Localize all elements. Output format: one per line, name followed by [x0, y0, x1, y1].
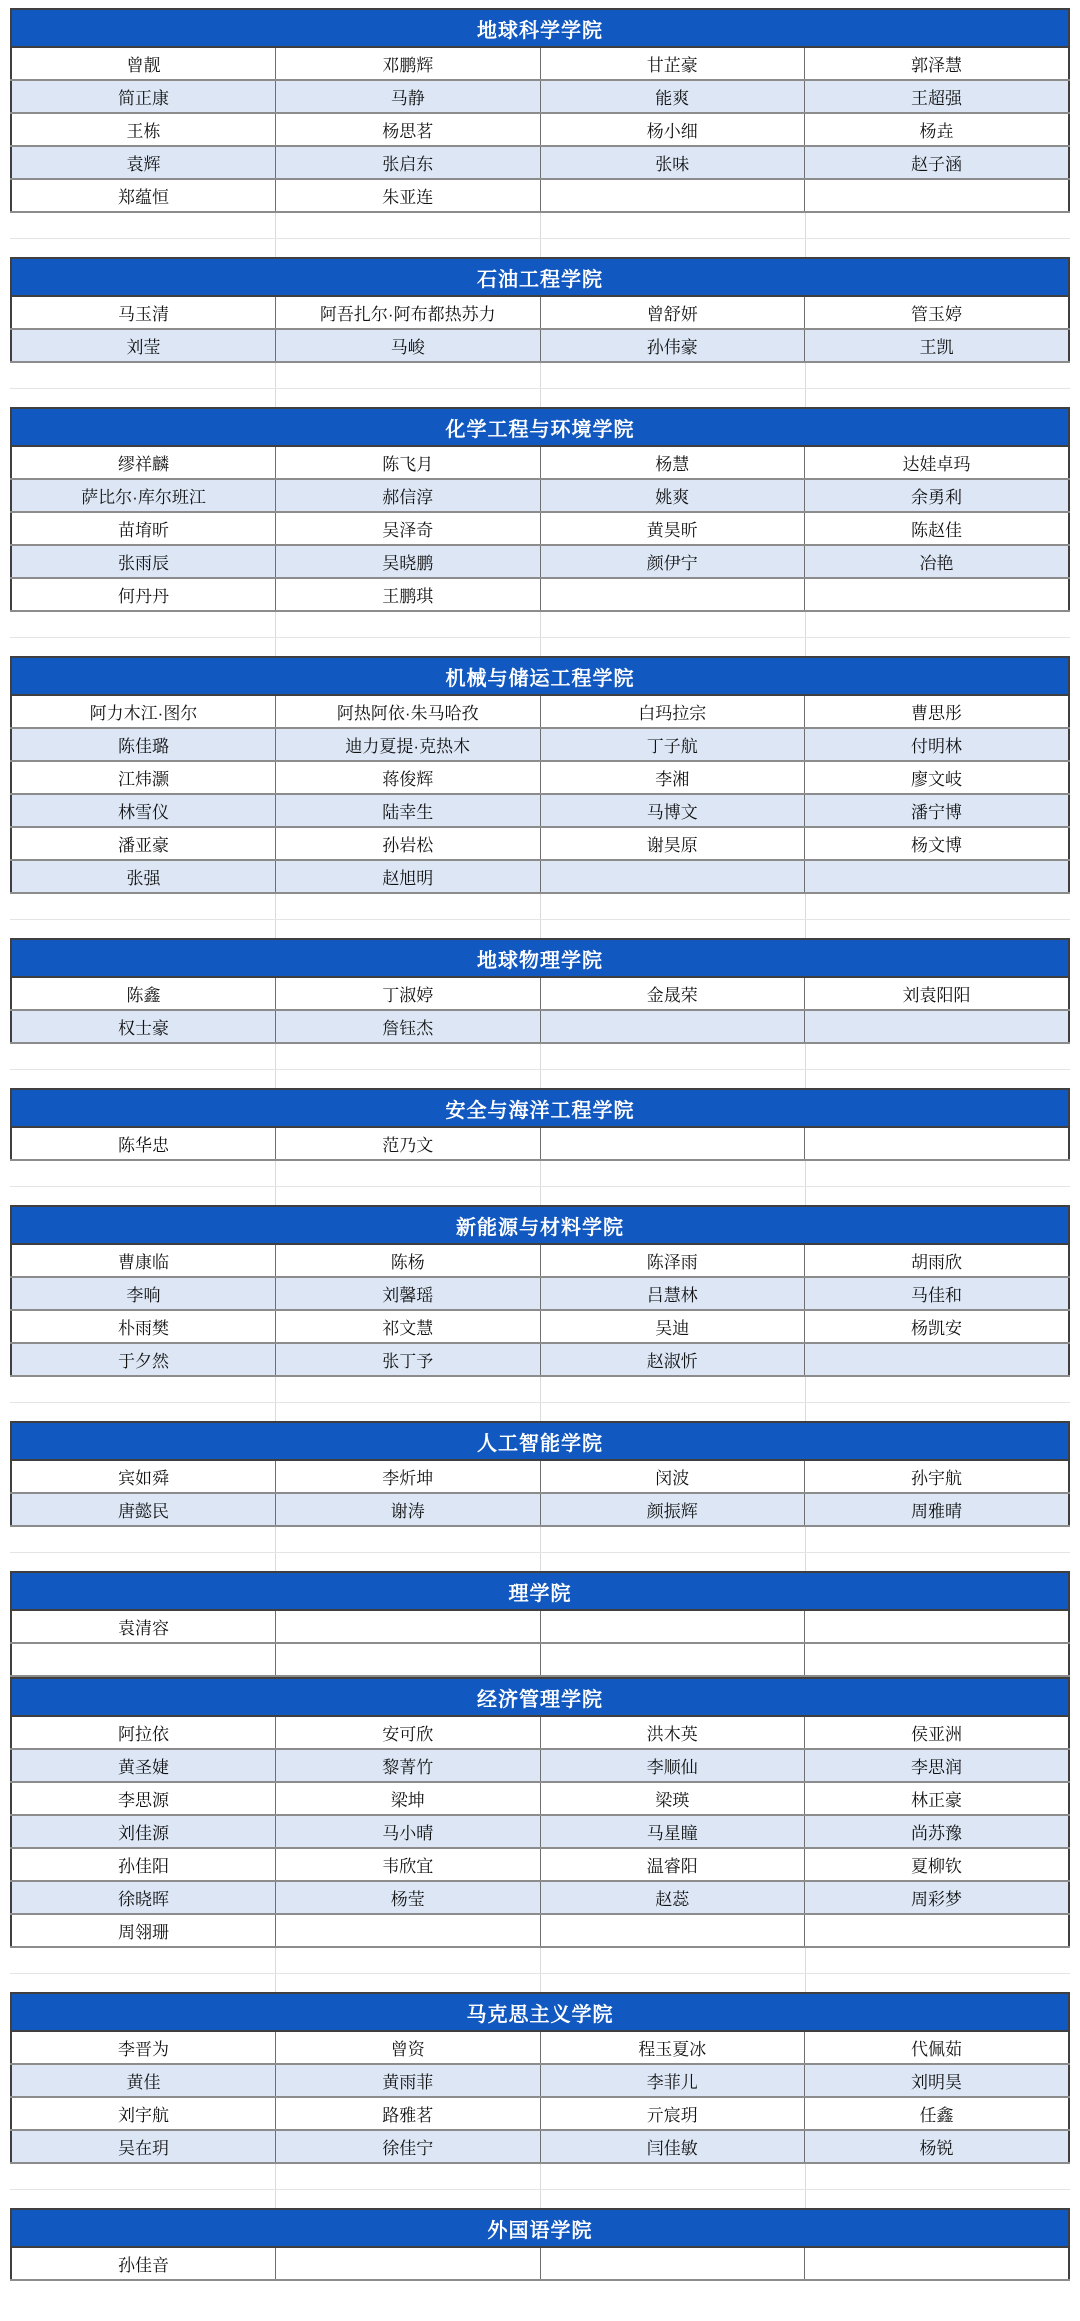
name-cell: 王超强: [805, 80, 1070, 113]
name-cell: 曾靓: [11, 47, 276, 80]
name-cell: 苗堉昕: [11, 512, 276, 545]
name-cell: 吕慧林: [540, 1277, 805, 1310]
name-cell: 周彩梦: [805, 1881, 1070, 1914]
name-cell: 李思源: [11, 1782, 276, 1815]
table-row: [11, 1010, 1069, 1043]
name-cell: 马静: [276, 80, 541, 113]
name-cell: 简正康: [11, 80, 276, 113]
name-cell: 余勇利: [805, 479, 1070, 512]
name-cell: 王栋: [11, 113, 276, 146]
name-cell: 何丹丹: [11, 578, 276, 611]
name-cell: 曾舒妍: [540, 296, 805, 329]
table-row: [11, 761, 1069, 794]
empty-cell: [805, 1127, 1070, 1160]
name-cell: 谢昊原: [540, 827, 805, 860]
empty-cell: [805, 860, 1070, 893]
name-cell: 张启东: [276, 146, 541, 179]
section-title: 新能源与材料学院: [11, 1206, 1069, 1244]
column-gridline: [275, 1161, 276, 1205]
column-gridline: [275, 213, 276, 257]
name-cell: 邓鹏辉: [276, 47, 541, 80]
name-cell: 闫佳敏: [540, 2130, 805, 2163]
table-row: [11, 146, 1069, 179]
name-cell: 潘亚豪: [11, 827, 276, 860]
name-cell: 路雅茗: [276, 2097, 541, 2130]
name-cell: 李晋为: [11, 2031, 276, 2064]
table-row: [11, 578, 1069, 611]
name-cell: 陈华忠: [11, 1127, 276, 1160]
name-cell: 张强: [11, 860, 276, 893]
name-cell: 洪木英: [540, 1716, 805, 1749]
section-title: 理学院: [11, 1572, 1069, 1610]
name-cell: 曾资: [276, 2031, 541, 2064]
table-row: [11, 1493, 1069, 1526]
column-gridline: [275, 2164, 276, 2208]
name-cell: 丁淑婷: [276, 977, 541, 1010]
table-row: [11, 1716, 1069, 1749]
name-cell: 林雪仪: [11, 794, 276, 827]
name-cell: 王鹏琪: [276, 578, 541, 611]
name-cell: 廖文岐: [805, 761, 1070, 794]
name-cell: 陆幸生: [276, 794, 541, 827]
name-cell: 杨垚: [805, 113, 1070, 146]
name-cell: 孙岩松: [276, 827, 541, 860]
name-cell: 于夕然: [11, 1343, 276, 1376]
name-cell: 刘莹: [11, 329, 276, 362]
empty-cell: [805, 1010, 1070, 1043]
name-cell: 刘明昊: [805, 2064, 1070, 2097]
empty-cell: [805, 1914, 1070, 1947]
section-gap: [10, 2164, 1070, 2208]
section-gap: [10, 1161, 1070, 1205]
section-title: 地球科学学院: [11, 9, 1069, 47]
name-cell: 郝信淳: [276, 479, 541, 512]
table-row: [11, 80, 1069, 113]
section-table: [10, 656, 1070, 894]
row-gridline: [10, 1069, 1070, 1070]
name-cell: 谢涛: [276, 1493, 541, 1526]
name-cell: 蒋俊辉: [276, 761, 541, 794]
empty-cell: [805, 1643, 1070, 1676]
name-cell: 杨思茗: [276, 113, 541, 146]
empty-cell: [805, 1610, 1070, 1643]
name-cell: 郑蕴恒: [11, 179, 276, 212]
column-gridline: [540, 2164, 541, 2208]
name-cell: 徐佳宁: [276, 2130, 541, 2163]
column-gridline: [275, 1948, 276, 1992]
name-cell: 任鑫: [805, 2097, 1070, 2130]
section-title: 外国语学院: [11, 2209, 1069, 2247]
empty-cell: [540, 1127, 805, 1160]
name-cell: 迪力夏提·克热木: [276, 728, 541, 761]
section-table: [10, 8, 1070, 213]
column-gridline: [275, 1044, 276, 1088]
column-gridline: [805, 2164, 806, 2208]
name-cell: 闵波: [540, 1460, 805, 1493]
empty-cell: [805, 2247, 1070, 2280]
name-cell: 袁清容: [11, 1610, 276, 1643]
table-row: [11, 860, 1069, 893]
name-cell: 尚苏豫: [805, 1815, 1070, 1848]
name-cell: 杨锐: [805, 2130, 1070, 2163]
name-cell: 李炘坤: [276, 1460, 541, 1493]
table-row: [11, 1244, 1069, 1277]
name-cell: 阿热阿依·朱马哈孜: [276, 695, 541, 728]
empty-cell: [805, 578, 1070, 611]
name-cell: 代佩茹: [805, 2031, 1070, 2064]
name-cell: 白玛拉宗: [540, 695, 805, 728]
section-header-row: [11, 657, 1069, 695]
section-title: 经济管理学院: [11, 1678, 1069, 1716]
table-row: [11, 695, 1069, 728]
table-row: [11, 1310, 1069, 1343]
empty-cell: [11, 1643, 276, 1676]
section-title: 马克思主义学院: [11, 1993, 1069, 2031]
column-gridline: [540, 612, 541, 656]
name-cell: 祁文慧: [276, 1310, 541, 1343]
name-cell: 阿拉依: [11, 1716, 276, 1749]
section-header-row: [11, 408, 1069, 446]
name-cell: 詹钰杰: [276, 1010, 541, 1043]
name-cell: 金晟荣: [540, 977, 805, 1010]
empty-cell: [276, 1914, 541, 1947]
name-cell: 孙宇航: [805, 1460, 1070, 1493]
name-cell: 赵蕊: [540, 1881, 805, 1914]
name-cell: 张味: [540, 146, 805, 179]
table-row: [11, 47, 1069, 80]
name-cell: 宾如舜: [11, 1460, 276, 1493]
name-cell: 杨文博: [805, 827, 1070, 860]
section-gap: [10, 1377, 1070, 1421]
table-row: [11, 1914, 1069, 1947]
name-cell: 马小晴: [276, 1815, 541, 1848]
section-gap: [10, 1527, 1070, 1571]
column-gridline: [805, 363, 806, 407]
table-row: [11, 1848, 1069, 1881]
name-cell: 赵子涵: [805, 146, 1070, 179]
table-row: [11, 827, 1069, 860]
bottom-space: [0, 2281, 1080, 2321]
section-title: 安全与海洋工程学院: [11, 1089, 1069, 1127]
name-cell: 陈佳璐: [11, 728, 276, 761]
section-header-row: [11, 1678, 1069, 1716]
name-cell: 曹思彤: [805, 695, 1070, 728]
table-row: [11, 179, 1069, 212]
name-cell: 黄雨菲: [276, 2064, 541, 2097]
section-title: 地球物理学院: [11, 939, 1069, 977]
column-gridline: [275, 1527, 276, 1571]
table-row: [11, 296, 1069, 329]
column-gridline: [540, 1044, 541, 1088]
section-title: 机械与储运工程学院: [11, 657, 1069, 695]
column-gridline: [275, 1377, 276, 1421]
name-cell: 赵淑忻: [540, 1343, 805, 1376]
name-cell: 李菲儿: [540, 2064, 805, 2097]
empty-cell: [540, 1010, 805, 1043]
column-gridline: [540, 363, 541, 407]
column-gridline: [275, 612, 276, 656]
name-cell: 胡雨欣: [805, 1244, 1070, 1277]
section-table: [10, 2208, 1070, 2281]
section-gap: [10, 894, 1070, 938]
empty-cell: [276, 1610, 541, 1643]
name-cell: 能爽: [540, 80, 805, 113]
empty-cell: [540, 179, 805, 212]
section-table: [10, 938, 1070, 1044]
empty-cell: [805, 1343, 1070, 1376]
column-gridline: [275, 363, 276, 407]
section-header-row: [11, 9, 1069, 47]
section-table: [10, 257, 1070, 363]
name-cell: 阿吾扎尔·阿布都热苏力: [276, 296, 541, 329]
name-cell: 达娃卓玛: [805, 446, 1070, 479]
name-cell: 韦欣宜: [276, 1848, 541, 1881]
row-gridline: [10, 1402, 1070, 1403]
name-cell: 李响: [11, 1277, 276, 1310]
name-cell: 袁辉: [11, 146, 276, 179]
section-table: [10, 1992, 1070, 2164]
table-row: [11, 2064, 1069, 2097]
name-cell: 侯亚洲: [805, 1716, 1070, 1749]
name-cell: 李顺仙: [540, 1749, 805, 1782]
name-cell: 张雨辰: [11, 545, 276, 578]
section-header-row: [11, 258, 1069, 296]
section-table: [10, 1571, 1070, 1677]
name-cell: 姚爽: [540, 479, 805, 512]
name-cell: 张丁予: [276, 1343, 541, 1376]
table-row: [11, 512, 1069, 545]
table-row: [11, 2130, 1069, 2163]
empty-cell: [540, 1610, 805, 1643]
name-cell: 萨比尔·库尔班江: [11, 479, 276, 512]
name-cell: 黄昊昕: [540, 512, 805, 545]
column-gridline: [805, 1948, 806, 1992]
name-cell: 孙佳音: [11, 2247, 276, 2280]
name-cell: 徐晓晖: [11, 1881, 276, 1914]
column-gridline: [805, 1161, 806, 1205]
section-header-row: [11, 1422, 1069, 1460]
name-cell: 陈赵佳: [805, 512, 1070, 545]
column-gridline: [540, 1948, 541, 1992]
section-table: [10, 1677, 1070, 1948]
empty-cell: [540, 578, 805, 611]
empty-cell: [276, 2247, 541, 2280]
row-gridline: [10, 919, 1070, 920]
section-header-row: [11, 2209, 1069, 2247]
section-header-row: [11, 939, 1069, 977]
table-row: [11, 1782, 1069, 1815]
table-row: [11, 1343, 1069, 1376]
column-gridline: [540, 213, 541, 257]
table-row: [11, 1815, 1069, 1848]
name-cell: 梁坤: [276, 1782, 541, 1815]
section-title: 化学工程与环境学院: [11, 408, 1069, 446]
name-cell: 杨莹: [276, 1881, 541, 1914]
name-cell: 刘宇航: [11, 2097, 276, 2130]
section-title: 石油工程学院: [11, 258, 1069, 296]
column-gridline: [805, 894, 806, 938]
name-cell: 马玉清: [11, 296, 276, 329]
section-gap: [10, 213, 1070, 257]
column-gridline: [540, 894, 541, 938]
table-row: [11, 1460, 1069, 1493]
empty-cell: [540, 1643, 805, 1676]
section-gap: [10, 612, 1070, 656]
name-cell: 阿力木江·图尔: [11, 695, 276, 728]
name-cell: 黎菁竹: [276, 1749, 541, 1782]
name-cell: 潘宁博: [805, 794, 1070, 827]
section-title: 人工智能学院: [11, 1422, 1069, 1460]
table-row: [11, 1610, 1069, 1643]
name-cell: 朴雨樊: [11, 1310, 276, 1343]
table-row: [11, 329, 1069, 362]
table-row: [11, 1277, 1069, 1310]
table-row: [11, 728, 1069, 761]
column-gridline: [805, 1044, 806, 1088]
name-cell: 杨小细: [540, 113, 805, 146]
name-cell: 周雅晴: [805, 1493, 1070, 1526]
section-table: [10, 1421, 1070, 1527]
column-gridline: [805, 1527, 806, 1571]
name-cell: 权士豪: [11, 1010, 276, 1043]
column-gridline: [540, 1527, 541, 1571]
section-header-row: [11, 1993, 1069, 2031]
name-cell: 陈飞月: [276, 446, 541, 479]
empty-cell: [805, 179, 1070, 212]
name-cell: 陈泽雨: [540, 1244, 805, 1277]
name-cell: 范乃文: [276, 1127, 541, 1160]
name-cell: 缪祥麟: [11, 446, 276, 479]
section-header-row: [11, 1572, 1069, 1610]
roster: [10, 8, 1070, 2281]
row-gridline: [10, 2189, 1070, 2190]
table-row: [11, 2097, 1069, 2130]
name-cell: 程玉夏冰: [540, 2031, 805, 2064]
name-cell: 杨慧: [540, 446, 805, 479]
table-row: [11, 1127, 1069, 1160]
name-cell: 安可欣: [276, 1716, 541, 1749]
name-cell: 刘馨瑶: [276, 1277, 541, 1310]
name-cell: 杨凯安: [805, 1310, 1070, 1343]
section-table: [10, 407, 1070, 612]
row-gridline: [10, 1552, 1070, 1553]
row-gridline: [10, 238, 1070, 239]
name-cell: 林正豪: [805, 1782, 1070, 1815]
name-cell: 马星瞳: [540, 1815, 805, 1848]
column-gridline: [805, 213, 806, 257]
name-cell: 孙佳阳: [11, 1848, 276, 1881]
table-row: [11, 1749, 1069, 1782]
table-row: [11, 545, 1069, 578]
empty-cell: [540, 1914, 805, 1947]
name-cell: 吴泽奇: [276, 512, 541, 545]
column-gridline: [540, 1161, 541, 1205]
empty-cell: [276, 1643, 541, 1676]
row-gridline: [10, 1186, 1070, 1187]
name-cell: 刘袁阳阳: [805, 977, 1070, 1010]
name-cell: 曹康临: [11, 1244, 276, 1277]
table-row: [11, 977, 1069, 1010]
name-cell: 梁瑛: [540, 1782, 805, 1815]
name-cell: 冶艳: [805, 545, 1070, 578]
name-cell: 李思润: [805, 1749, 1070, 1782]
name-cell: 刘佳源: [11, 1815, 276, 1848]
name-cell: 马佳和: [805, 1277, 1070, 1310]
table-row: [11, 2247, 1069, 2280]
section-header-row: [11, 1089, 1069, 1127]
name-cell: 亓宸玥: [540, 2097, 805, 2130]
row-gridline: [10, 1973, 1070, 1974]
section-gap: [10, 1948, 1070, 1992]
name-cell: 马博文: [540, 794, 805, 827]
empty-cell: [540, 2247, 805, 2280]
name-cell: 黄圣婕: [11, 1749, 276, 1782]
section-table: [10, 1205, 1070, 1377]
row-gridline: [10, 388, 1070, 389]
name-cell: 颜振辉: [540, 1493, 805, 1526]
name-cell: 吴迪: [540, 1310, 805, 1343]
name-cell: 王凯: [805, 329, 1070, 362]
name-cell: 吴晓鹏: [276, 545, 541, 578]
section-gap: [10, 363, 1070, 407]
table-row: [11, 113, 1069, 146]
section-table: [10, 1088, 1070, 1161]
section-header-row: [11, 1206, 1069, 1244]
table-row: [11, 1881, 1069, 1914]
name-cell: 吴在玥: [11, 2130, 276, 2163]
name-cell: 陈鑫: [11, 977, 276, 1010]
name-cell: 李湘: [540, 761, 805, 794]
column-gridline: [275, 894, 276, 938]
name-cell: 付明林: [805, 728, 1070, 761]
table-row: [11, 1643, 1069, 1676]
table-row: [11, 794, 1069, 827]
name-cell: 颜伊宁: [540, 545, 805, 578]
name-cell: 江炜灏: [11, 761, 276, 794]
column-gridline: [805, 612, 806, 656]
name-cell: 甘芷豪: [540, 47, 805, 80]
table-row: [11, 479, 1069, 512]
name-cell: 孙伟豪: [540, 329, 805, 362]
name-cell: 朱亚连: [276, 179, 541, 212]
row-gridline: [10, 637, 1070, 638]
name-cell: 马峻: [276, 329, 541, 362]
name-cell: 陈杨: [276, 1244, 541, 1277]
name-cell: 赵旭明: [276, 860, 541, 893]
empty-cell: [540, 860, 805, 893]
name-cell: 唐懿民: [11, 1493, 276, 1526]
table-row: [11, 2031, 1069, 2064]
section-gap: [10, 1044, 1070, 1088]
name-cell: 周翎珊: [11, 1914, 276, 1947]
name-cell: 黄佳: [11, 2064, 276, 2097]
name-cell: 郭泽慧: [805, 47, 1070, 80]
name-cell: 管玉婷: [805, 296, 1070, 329]
column-gridline: [805, 1377, 806, 1421]
column-gridline: [540, 1377, 541, 1421]
table-row: [11, 446, 1069, 479]
name-cell: 丁子航: [540, 728, 805, 761]
name-cell: 温睿阳: [540, 1848, 805, 1881]
name-cell: 夏柳钦: [805, 1848, 1070, 1881]
